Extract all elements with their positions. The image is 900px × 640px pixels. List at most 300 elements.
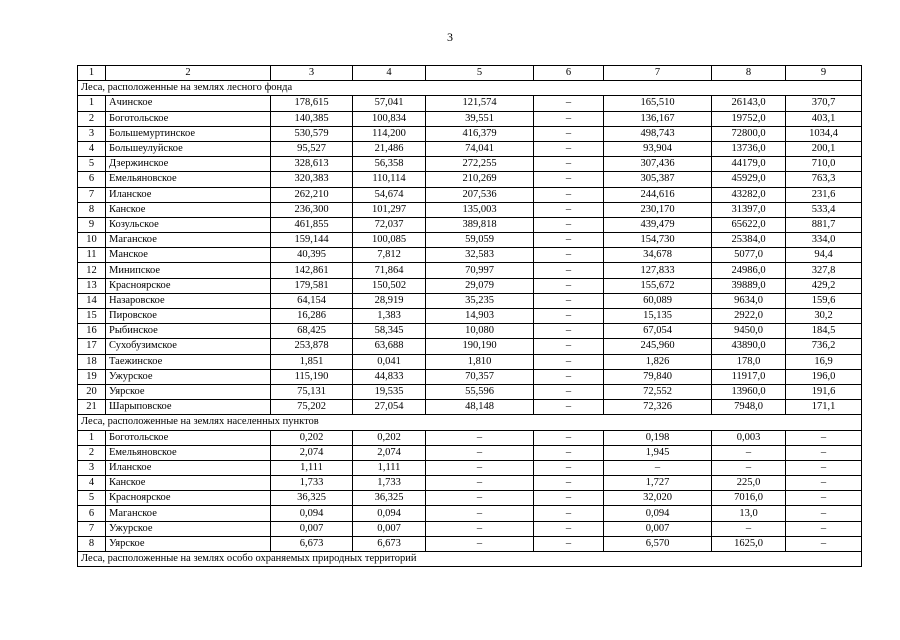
- table-cell: 328,613: [271, 157, 353, 172]
- table-cell: 1,733: [271, 476, 353, 491]
- district-name-cell: Уярское: [106, 536, 271, 551]
- district-name-cell: Боготольское: [106, 111, 271, 126]
- table-cell: –: [534, 263, 604, 278]
- table-cell: –: [534, 354, 604, 369]
- table-cell: 225,0: [712, 476, 786, 491]
- table-cell: –: [534, 309, 604, 324]
- table-cell: 2: [78, 111, 106, 126]
- table-cell: –: [534, 506, 604, 521]
- table-cell: 10: [78, 233, 106, 248]
- table-cell: 10,080: [426, 324, 534, 339]
- table-cell: 210,269: [426, 172, 534, 187]
- table-cell: –: [426, 521, 534, 536]
- table-cell: 25384,0: [712, 233, 786, 248]
- table-cell: 140,385: [271, 111, 353, 126]
- table-cell: 16,286: [271, 309, 353, 324]
- district-name-cell: Красноярское: [106, 278, 271, 293]
- table-cell: –: [604, 460, 712, 475]
- table-cell: 110,114: [353, 172, 426, 187]
- table-cell: 75,202: [271, 400, 353, 415]
- district-name-cell: Дзержинское: [106, 157, 271, 172]
- table-cell: 1,111: [353, 460, 426, 475]
- table-cell: 114,200: [353, 126, 426, 141]
- table-cell: 1,810: [426, 354, 534, 369]
- table-cell: 0,007: [604, 521, 712, 536]
- table-cell: 13960,0: [712, 384, 786, 399]
- table-cell: 6: [78, 506, 106, 521]
- table-cell: 736,2: [786, 339, 862, 354]
- table-cell: 72800,0: [712, 126, 786, 141]
- district-name-cell: Минипское: [106, 263, 271, 278]
- table-cell: 16: [78, 324, 106, 339]
- table-cell: 32,020: [604, 491, 712, 506]
- district-name-cell: Большемуртинское: [106, 126, 271, 141]
- table-cell: 1,945: [604, 445, 712, 460]
- table-cell: –: [426, 536, 534, 551]
- table-cell: 63,688: [353, 339, 426, 354]
- header-cell: 6: [534, 66, 604, 81]
- district-name-cell: Большеулуйское: [106, 141, 271, 156]
- table-cell: 39889,0: [712, 278, 786, 293]
- table-cell: 0,007: [271, 521, 353, 536]
- table-cell: 35,235: [426, 293, 534, 308]
- table-cell: 142,861: [271, 263, 353, 278]
- table-cell: –: [534, 141, 604, 156]
- table-cell: 100,085: [353, 233, 426, 248]
- district-name-cell: Козульское: [106, 217, 271, 232]
- table-cell: 65622,0: [712, 217, 786, 232]
- section-title-row: [78, 552, 862, 567]
- table-cell: –: [534, 445, 604, 460]
- table-cell: 13: [78, 278, 106, 293]
- table-cell: 0,094: [271, 506, 353, 521]
- table-cell: 2,074: [353, 445, 426, 460]
- table-cell: 6,673: [271, 536, 353, 551]
- table-cell: 100,834: [353, 111, 426, 126]
- district-name-cell: Емельяновское: [106, 445, 271, 460]
- table-cell: 12: [78, 263, 106, 278]
- table-cell: –: [426, 476, 534, 491]
- table-cell: 461,855: [271, 217, 353, 232]
- table-cell: 429,2: [786, 278, 862, 293]
- table-row: [78, 309, 862, 324]
- table-cell: 18: [78, 354, 106, 369]
- table-cell: 272,255: [426, 157, 534, 172]
- table-row: [78, 248, 862, 263]
- table-cell: 6,673: [353, 536, 426, 551]
- table-cell: –: [712, 460, 786, 475]
- table-cell: 327,8: [786, 263, 862, 278]
- table-cell: 34,678: [604, 248, 712, 263]
- table-cell: 5077,0: [712, 248, 786, 263]
- table-cell: 44,833: [353, 369, 426, 384]
- table-cell: 36,325: [271, 491, 353, 506]
- table-cell: 24986,0: [712, 263, 786, 278]
- table-cell: 533,4: [786, 202, 862, 217]
- table-cell: 55,596: [426, 384, 534, 399]
- table-cell: 155,672: [604, 278, 712, 293]
- header-cell: 3: [271, 66, 353, 81]
- table-row: [78, 536, 862, 551]
- header-cell: 9: [786, 66, 862, 81]
- table-cell: –: [534, 233, 604, 248]
- table-cell: 245,960: [604, 339, 712, 354]
- table-cell: 530,579: [271, 126, 353, 141]
- table-cell: 11: [78, 248, 106, 263]
- table-cell: 57,041: [353, 96, 426, 111]
- table-cell: 0,094: [353, 506, 426, 521]
- table-cell: 75,131: [271, 384, 353, 399]
- table-cell: 1,851: [271, 354, 353, 369]
- table-cell: 127,833: [604, 263, 712, 278]
- table-cell: 9450,0: [712, 324, 786, 339]
- table-cell: 334,0: [786, 233, 862, 248]
- table-cell: 67,054: [604, 324, 712, 339]
- table-cell: –: [534, 187, 604, 202]
- table-cell: 59,059: [426, 233, 534, 248]
- table-cell: 14,903: [426, 309, 534, 324]
- table-cell: 19752,0: [712, 111, 786, 126]
- table-cell: 0,202: [271, 430, 353, 445]
- table-cell: 19: [78, 369, 106, 384]
- section-title: Леса, расположенные на землях лесного фонда: [78, 81, 862, 96]
- table-row: [78, 157, 862, 172]
- table-cell: –: [534, 172, 604, 187]
- table-cell: 13,0: [712, 506, 786, 521]
- district-name-cell: Таежинское: [106, 354, 271, 369]
- district-name-cell: Иланское: [106, 187, 271, 202]
- table-cell: –: [426, 460, 534, 475]
- table-row: [78, 141, 862, 156]
- table-cell: 20: [78, 384, 106, 399]
- district-name-cell: Красноярское: [106, 491, 271, 506]
- table-row: [78, 521, 862, 536]
- table-cell: 7948,0: [712, 400, 786, 415]
- table-cell: 68,425: [271, 324, 353, 339]
- table-cell: –: [534, 339, 604, 354]
- table-row: [78, 111, 862, 126]
- table-row: [78, 263, 862, 278]
- table-cell: 4: [78, 476, 106, 491]
- table-cell: 881,7: [786, 217, 862, 232]
- table-cell: 200,1: [786, 141, 862, 156]
- table-cell: 135,003: [426, 202, 534, 217]
- table-row: [78, 506, 862, 521]
- district-name-cell: Назаровское: [106, 293, 271, 308]
- table-cell: –: [712, 521, 786, 536]
- section-title-row: [78, 415, 862, 430]
- table-cell: 154,730: [604, 233, 712, 248]
- table-cell: 159,6: [786, 293, 862, 308]
- table-row: [78, 339, 862, 354]
- table-cell: 74,041: [426, 141, 534, 156]
- table-cell: 19,535: [353, 384, 426, 399]
- table-cell: 7: [78, 521, 106, 536]
- table-row: [78, 460, 862, 475]
- table-row: [78, 430, 862, 445]
- table-cell: –: [534, 217, 604, 232]
- table-cell: 9: [78, 217, 106, 232]
- table-cell: 179,581: [271, 278, 353, 293]
- table-cell: 1,826: [604, 354, 712, 369]
- district-name-cell: Уярское: [106, 384, 271, 399]
- table-row: [78, 324, 862, 339]
- table-row: [78, 187, 862, 202]
- table-row: [78, 354, 862, 369]
- table-cell: 262,210: [271, 187, 353, 202]
- table-cell: 44179,0: [712, 157, 786, 172]
- table-cell: 79,840: [604, 369, 712, 384]
- table-cell: 1625,0: [712, 536, 786, 551]
- district-name-cell: Канское: [106, 476, 271, 491]
- table-cell: 0,007: [353, 521, 426, 536]
- table-cell: –: [786, 445, 862, 460]
- table-cell: –: [534, 369, 604, 384]
- table-cell: –: [534, 126, 604, 141]
- table-row: [78, 369, 862, 384]
- table-row: [78, 384, 862, 399]
- table-row: [78, 491, 862, 506]
- table-cell: 36,325: [353, 491, 426, 506]
- table-cell: 5: [78, 157, 106, 172]
- table-cell: 70,357: [426, 369, 534, 384]
- table-cell: 230,170: [604, 202, 712, 217]
- table-cell: –: [712, 445, 786, 460]
- table-row: [78, 400, 862, 415]
- table-row: [78, 126, 862, 141]
- table-body: [78, 66, 862, 567]
- table-cell: –: [534, 293, 604, 308]
- table-cell: 0,041: [353, 354, 426, 369]
- table-cell: 190,190: [426, 339, 534, 354]
- table-cell: –: [534, 400, 604, 415]
- table-cell: –: [534, 324, 604, 339]
- table-cell: 2: [78, 445, 106, 460]
- table-cell: 72,552: [604, 384, 712, 399]
- section-title: Леса, расположенные на землях особо охраняемых природных территорий: [78, 552, 862, 567]
- table-cell: 207,536: [426, 187, 534, 202]
- table-cell: 115,190: [271, 369, 353, 384]
- district-name-cell: Канское: [106, 202, 271, 217]
- table-cell: 8: [78, 202, 106, 217]
- section-title: Леса, расположенные на землях населенных пунктов: [78, 415, 862, 430]
- table-cell: 13736,0: [712, 141, 786, 156]
- table-cell: –: [426, 506, 534, 521]
- table-cell: –: [534, 248, 604, 263]
- table-cell: 15,135: [604, 309, 712, 324]
- district-name-cell: Шарыповское: [106, 400, 271, 415]
- table-cell: –: [534, 521, 604, 536]
- table-cell: 1,383: [353, 309, 426, 324]
- table-cell: 94,4: [786, 248, 862, 263]
- table-cell: 28,919: [353, 293, 426, 308]
- table-cell: 320,383: [271, 172, 353, 187]
- table-cell: 165,510: [604, 96, 712, 111]
- table-cell: 4: [78, 141, 106, 156]
- table-cell: 439,479: [604, 217, 712, 232]
- table-cell: 72,037: [353, 217, 426, 232]
- table-row: [78, 172, 862, 187]
- table-cell: 1,111: [271, 460, 353, 475]
- table-cell: 31397,0: [712, 202, 786, 217]
- table-cell: 0,003: [712, 430, 786, 445]
- table-cell: 1: [78, 430, 106, 445]
- table-cell: 231,6: [786, 187, 862, 202]
- table-cell: 26143,0: [712, 96, 786, 111]
- table-cell: 150,502: [353, 278, 426, 293]
- district-name-cell: Боготольское: [106, 430, 271, 445]
- table-cell: –: [426, 445, 534, 460]
- district-name-cell: Емельяновское: [106, 172, 271, 187]
- table-cell: –: [426, 491, 534, 506]
- table-cell: 498,743: [604, 126, 712, 141]
- header-cell: 7: [604, 66, 712, 81]
- table-row: [78, 96, 862, 111]
- table-cell: 39,551: [426, 111, 534, 126]
- table-cell: –: [534, 384, 604, 399]
- district-name-cell: Сухобузимское: [106, 339, 271, 354]
- table-row: [78, 293, 862, 308]
- table-cell: 236,300: [271, 202, 353, 217]
- district-name-cell: Маганское: [106, 233, 271, 248]
- table-cell: 244,616: [604, 187, 712, 202]
- table-cell: 45929,0: [712, 172, 786, 187]
- district-name-cell: Пировское: [106, 309, 271, 324]
- table-cell: 121,574: [426, 96, 534, 111]
- table-cell: 48,148: [426, 400, 534, 415]
- district-name-cell: Ачинское: [106, 96, 271, 111]
- table-cell: 196,0: [786, 369, 862, 384]
- table-cell: 171,1: [786, 400, 862, 415]
- table-cell: –: [534, 111, 604, 126]
- table-cell: 1,733: [353, 476, 426, 491]
- table-cell: 389,818: [426, 217, 534, 232]
- table-cell: 16,9: [786, 354, 862, 369]
- table-cell: 178,615: [271, 96, 353, 111]
- table-cell: 32,583: [426, 248, 534, 263]
- table-cell: 29,079: [426, 278, 534, 293]
- district-name-cell: Ужурское: [106, 521, 271, 536]
- table-cell: 5: [78, 491, 106, 506]
- table-cell: –: [534, 430, 604, 445]
- table-cell: 43282,0: [712, 187, 786, 202]
- table-cell: 2,074: [271, 445, 353, 460]
- header-cell: 5: [426, 66, 534, 81]
- forest-data-table: [77, 65, 862, 567]
- district-name-cell: Манское: [106, 248, 271, 263]
- table-cell: 159,144: [271, 233, 353, 248]
- district-name-cell: Рыбинское: [106, 324, 271, 339]
- table-cell: –: [534, 536, 604, 551]
- table-cell: 40,395: [271, 248, 353, 263]
- table-cell: 95,527: [271, 141, 353, 156]
- table-row: [78, 202, 862, 217]
- table-cell: –: [426, 430, 534, 445]
- section-title-row: [78, 81, 862, 96]
- table-cell: 305,387: [604, 172, 712, 187]
- table-cell: –: [534, 491, 604, 506]
- table-cell: –: [786, 476, 862, 491]
- table-cell: 60,089: [604, 293, 712, 308]
- table-cell: –: [786, 536, 862, 551]
- table-cell: 30,2: [786, 309, 862, 324]
- header-row: [78, 66, 862, 81]
- table-cell: 70,997: [426, 263, 534, 278]
- table-cell: 1,727: [604, 476, 712, 491]
- table-cell: 6: [78, 172, 106, 187]
- table-cell: 14: [78, 293, 106, 308]
- table-cell: 9634,0: [712, 293, 786, 308]
- table-cell: 403,1: [786, 111, 862, 126]
- table-cell: –: [786, 506, 862, 521]
- table-cell: 184,5: [786, 324, 862, 339]
- table-cell: 27,054: [353, 400, 426, 415]
- page-number: 3: [447, 30, 453, 44]
- district-name-cell: Ужурское: [106, 369, 271, 384]
- table-cell: 58,345: [353, 324, 426, 339]
- table-cell: 72,326: [604, 400, 712, 415]
- table-cell: 191,6: [786, 384, 862, 399]
- header-cell: 2: [106, 66, 271, 81]
- table-cell: –: [786, 460, 862, 475]
- header-cell: 8: [712, 66, 786, 81]
- table-cell: –: [534, 476, 604, 491]
- table-cell: –: [534, 157, 604, 172]
- table-cell: 15: [78, 309, 106, 324]
- district-name-cell: Иланское: [106, 460, 271, 475]
- table-cell: –: [786, 430, 862, 445]
- table-cell: 64,154: [271, 293, 353, 308]
- table-cell: 7016,0: [712, 491, 786, 506]
- table-cell: 307,436: [604, 157, 712, 172]
- table-cell: 416,379: [426, 126, 534, 141]
- table-cell: –: [786, 491, 862, 506]
- table-cell: 43890,0: [712, 339, 786, 354]
- table-cell: 3: [78, 460, 106, 475]
- table-cell: 1034,4: [786, 126, 862, 141]
- table-cell: 6,570: [604, 536, 712, 551]
- table-cell: 7,812: [353, 248, 426, 263]
- table-row: [78, 217, 862, 232]
- table-cell: –: [534, 278, 604, 293]
- table-row: [78, 278, 862, 293]
- table-cell: 253,878: [271, 339, 353, 354]
- table-cell: 93,904: [604, 141, 712, 156]
- table-cell: 1: [78, 96, 106, 111]
- table-cell: 136,167: [604, 111, 712, 126]
- table-row: [78, 476, 862, 491]
- table-cell: 71,864: [353, 263, 426, 278]
- table-row: [78, 445, 862, 460]
- table-cell: 8: [78, 536, 106, 551]
- table-cell: 178,0: [712, 354, 786, 369]
- table-cell: 21,486: [353, 141, 426, 156]
- table-cell: 710,0: [786, 157, 862, 172]
- header-cell: 4: [353, 66, 426, 81]
- table-cell: –: [534, 202, 604, 217]
- table-cell: 21: [78, 400, 106, 415]
- table-cell: 2922,0: [712, 309, 786, 324]
- header-cell: 1: [78, 66, 106, 81]
- table-cell: 0,094: [604, 506, 712, 521]
- table-cell: 763,3: [786, 172, 862, 187]
- table-cell: 54,674: [353, 187, 426, 202]
- district-name-cell: Маганское: [106, 506, 271, 521]
- table-cell: 7: [78, 187, 106, 202]
- table-cell: 101,297: [353, 202, 426, 217]
- table-cell: 17: [78, 339, 106, 354]
- table-row: [78, 233, 862, 248]
